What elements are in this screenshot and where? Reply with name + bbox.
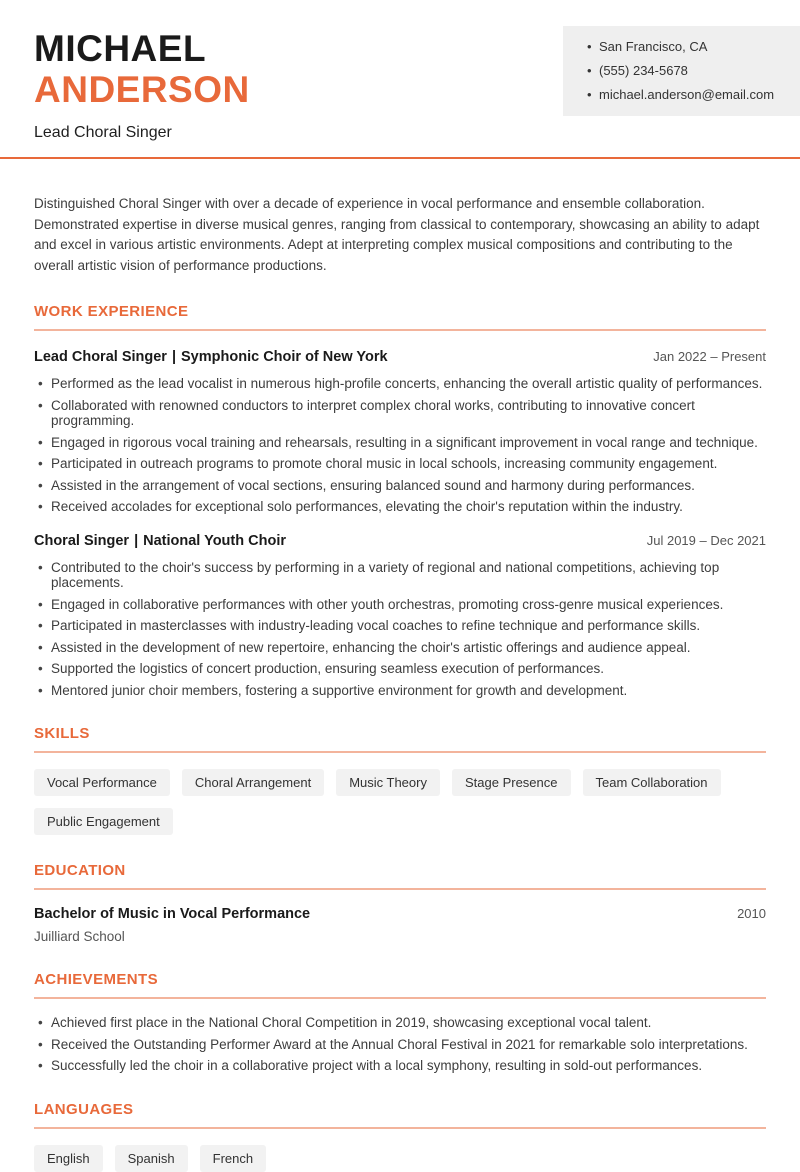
bullet-item: • Engaged in rigorous vocal training and rehearsals, resulting in a significant improvement in vocal range and technique. (34, 435, 766, 451)
title-separator: | (171, 349, 177, 366)
bullet-icon: • (587, 39, 592, 54)
section-rule (34, 888, 766, 890)
first-name: MICHAEL (34, 28, 207, 69)
title-separator: | (134, 532, 139, 549)
section-skills (0, 725, 800, 835)
language-tag-list (34, 1145, 766, 1172)
school-name: Juilliard School (34, 929, 125, 945)
job-dates: Jul 2019 – Dec 2021 (646, 532, 766, 548)
job-entry (34, 533, 766, 699)
section-title: SKILLS (34, 725, 90, 743)
bullet-item: • Achieved first place in the National Choral Competition in 2019, showcasing exceptional vocal talent. (34, 1015, 766, 1031)
skill-tag: Music Theory (336, 769, 440, 796)
contact-email: michael.anderson@email.com (599, 87, 775, 102)
section-rule (34, 751, 766, 753)
skill-tag: Public Engagement (34, 808, 173, 835)
bullet-item: • Assisted in the arrangement of vocal sections, ensuring balanced sound and harmony during performances. (34, 478, 766, 494)
section-rule (34, 997, 766, 999)
bullet-item: • Collaborated with renowned conductors to interpret complex choral works, contributing to innovative concert programming. (34, 398, 766, 429)
bullet-item: • Received accolades for exceptional solo performances, elevating the choir's reputation within the industry. (34, 499, 766, 515)
bullet-item: • Supported the logistics of concert production, ensuring seamless execution of performances. (34, 661, 766, 677)
job-dates: Jan 2022 – Present (653, 349, 766, 365)
job-title (34, 349, 388, 365)
section-title: WORK EXPERIENCE (34, 303, 189, 321)
skill-tag: Team Collaboration (583, 769, 721, 796)
job-company: Symphonic Choir of New York (181, 349, 388, 366)
skill-tag: Choral Arrangement (182, 769, 324, 796)
job-header (34, 533, 766, 549)
bullet-item: • Contributed to the choir's success by performing in a variety of regional and national competitions, achieving top placements. (34, 560, 766, 591)
contact-location: San Francisco, CA (599, 39, 708, 54)
bullet-icon: • (587, 87, 592, 102)
contact-card (563, 26, 800, 116)
last-name: ANDERSON (34, 69, 250, 111)
skill-tag: Stage Presence (452, 769, 571, 796)
section-achievements (0, 971, 800, 1074)
section-work-experience (0, 303, 800, 698)
education-entry (34, 906, 766, 922)
section-languages (0, 1101, 800, 1172)
section-title: ACHIEVEMENTS (34, 971, 158, 989)
bullet-item: • Participated in outreach programs to promote choral music in local schools, increasing community engagement. (34, 456, 766, 472)
job-role: Choral Singer (34, 532, 130, 549)
skill-tag: Vocal Performance (34, 769, 170, 796)
summary-text: Distinguished Choral Singer with over a decade of experience in vocal performance and ensemble collaboration. Demonstrated expertise in diverse musical genres, ranging from classical to contemporary, showcasing an ability to adapt and excel in various artistic environments. Adept at interpreting complex musical compositions and contributing to the overall artistic vision of performance productions. (34, 196, 760, 273)
section-rule (34, 329, 766, 331)
bullet-icon: • (587, 63, 592, 78)
bullet-item: • Mentored junior choir members, fostering a supportive environment for growth and development. (34, 683, 766, 699)
header-divider (0, 157, 800, 159)
bullet-list (34, 1015, 766, 1074)
section-title: EDUCATION (34, 862, 126, 880)
job-company: National Youth Choir (143, 532, 286, 549)
language-tag: English (34, 1145, 103, 1172)
bullet-item: • Successfully led the choir in a collaborative project with a local symphony, resulting in sold-out performances. (34, 1058, 766, 1074)
bullet-item: • Engaged in collaborative performances with other youth orchestras, promoting cross-genre musical experiences. (34, 597, 766, 613)
bullet-list (34, 376, 766, 515)
bullet-item: • Performed as the lead vocalist in numerous high-profile concerts, enhancing the overall artistic quality of performances. (34, 376, 766, 392)
bullet-item: • Participated in masterclasses with industry-leading vocal coaches to refine technique and performance skills. (34, 618, 766, 634)
job-entry (34, 349, 766, 515)
section-rule (34, 1127, 766, 1129)
contact-item-email (587, 87, 784, 103)
job-header (34, 349, 766, 365)
bullet-list (34, 560, 766, 699)
section-education (0, 862, 800, 944)
bullet-item: • Assisted in the development of new repertoire, enhancing the choir's artistic offerings and audience appeal. (34, 640, 766, 656)
header (0, 0, 800, 142)
language-tag: Spanish (115, 1145, 188, 1172)
section-title: LANGUAGES (34, 1100, 134, 1118)
job-role: Lead Choral Singer (34, 349, 167, 366)
education-year: 2010 (737, 906, 766, 922)
job-subtitle: Lead Choral Singer (34, 123, 172, 141)
degree-title: Bachelor of Music in Vocal Performance (34, 906, 311, 923)
skill-tag-list (34, 769, 766, 835)
job-title (34, 533, 286, 549)
language-tag: French (200, 1145, 266, 1172)
contact-item-location (587, 39, 784, 55)
contact-item-phone (587, 63, 784, 79)
bullet-item: • Received the Outstanding Performer Award at the Annual Choral Festival in 2021 for remarkable solo interpretations. (34, 1037, 766, 1053)
contact-phone: (555) 234-5678 (599, 63, 688, 78)
